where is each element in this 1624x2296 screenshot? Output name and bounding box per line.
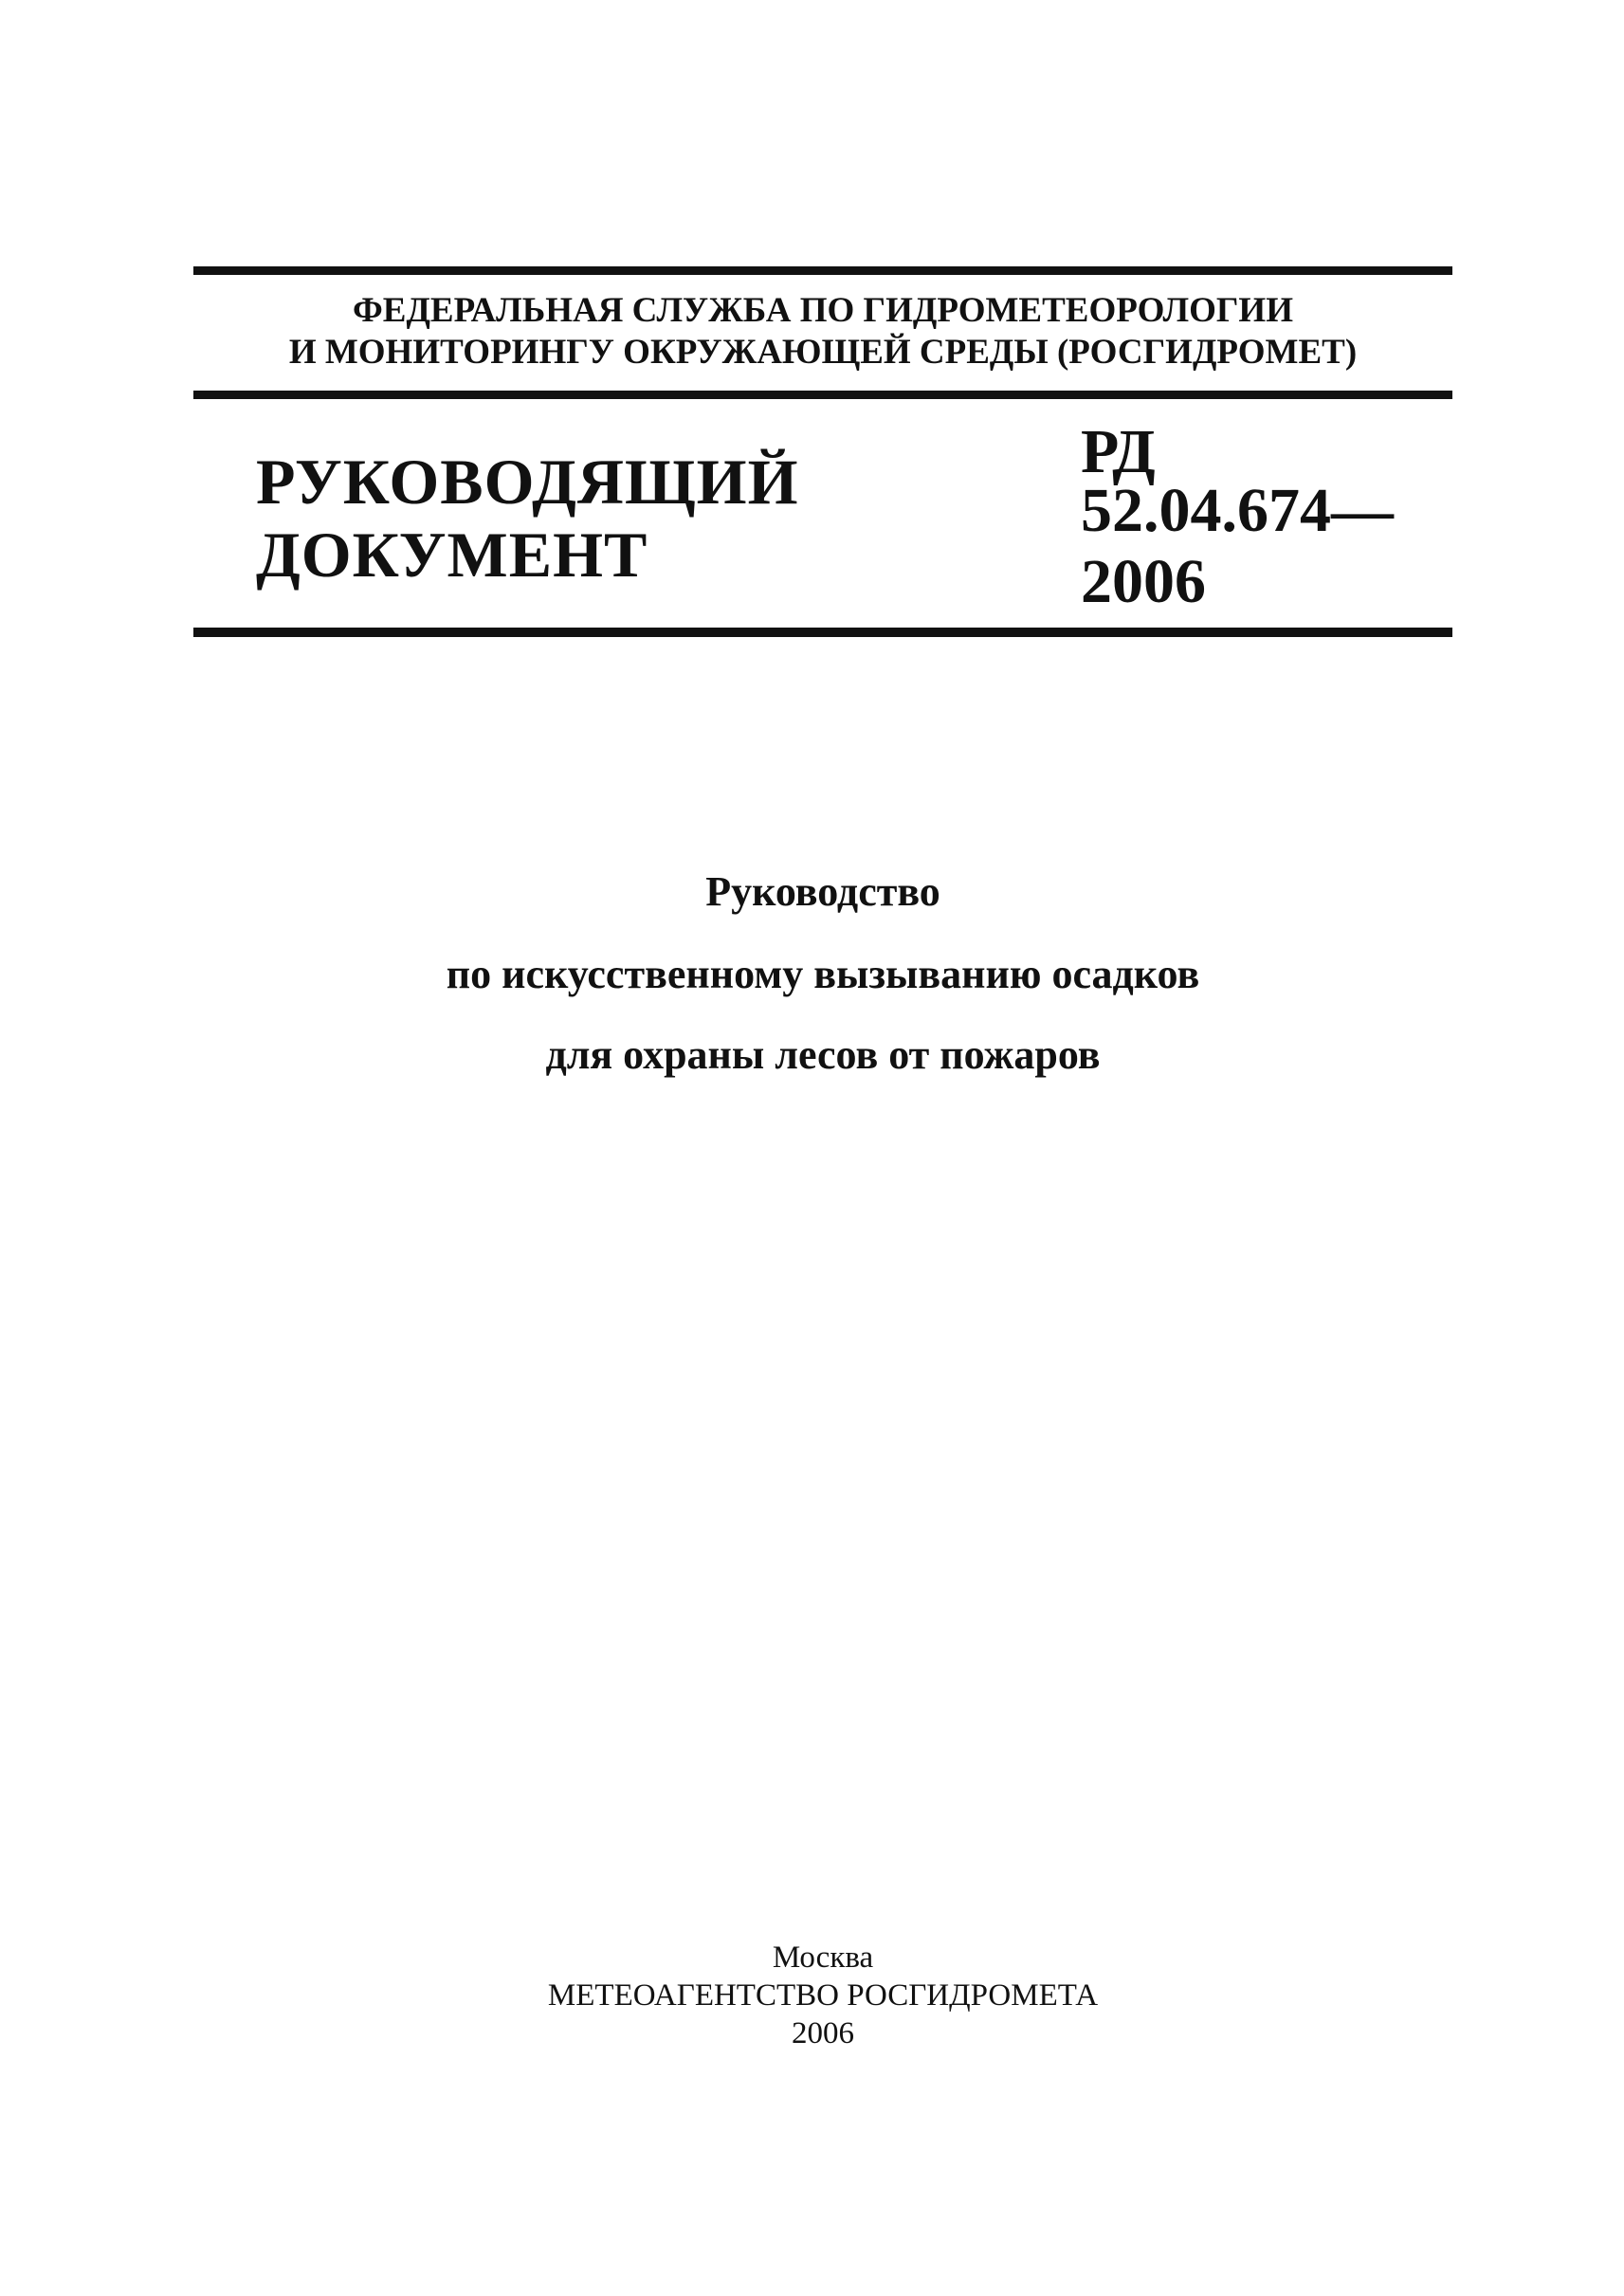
agency-name-line-1: ФЕДЕРАЛЬНАЯ СЛУЖБА ПО ГИДРОМЕТЕОРОЛОГИИ <box>353 291 1293 330</box>
document-title-line-3: для охраны лесов от пожаров <box>545 1031 1101 1078</box>
imprint-year: 2006 <box>792 2016 854 2050</box>
top-rule <box>193 266 1452 275</box>
document-code-prefix: РД <box>1081 417 1156 486</box>
bottom-rule <box>193 628 1452 637</box>
imprint-publisher: МЕТЕОАГЕНТСТВО РОСГИДРОМЕТА <box>547 1978 1099 2013</box>
document-title-line-1: Руководство <box>705 868 940 915</box>
document-type-line-1: РУКОВОДЯЩИЙ <box>256 446 799 518</box>
agency-name-line-2: И МОНИТОРИНГУ ОКРУЖАЮЩЕЙ СРЕДЫ (РОСГИДРОМЕТ) <box>288 333 1358 372</box>
document-title-line-2: по искусственному вызыванию осадков <box>446 951 1200 997</box>
imprint-city: Москва <box>772 1941 874 1975</box>
document-code-year: 2006 <box>1081 547 1206 616</box>
middle-rule <box>193 391 1452 399</box>
document-type-line-2: ДОКУМЕНТ <box>256 519 648 591</box>
document-code-number: 52.04.674— <box>1081 476 1394 545</box>
